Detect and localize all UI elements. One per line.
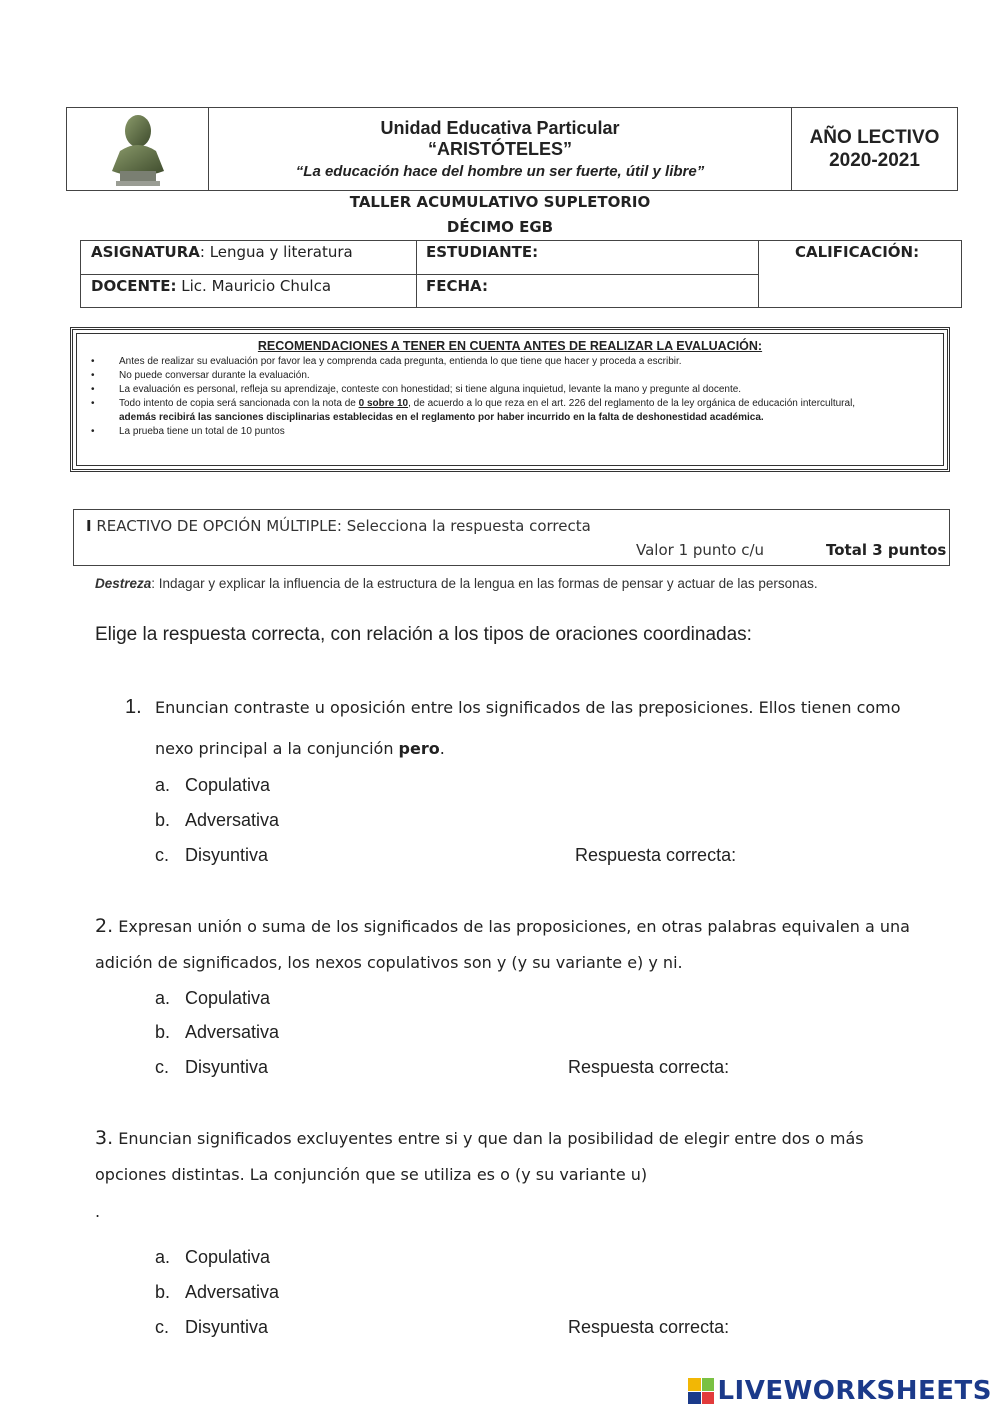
question-1-option-c[interactable]: c. Disyuntiva: [155, 845, 269, 865]
section-title: I REACTIVO DE OPCIÓN MÚLTIPLE: Selecciona la respuesta correcta: [86, 517, 591, 535]
fecha-field[interactable]: FECHA:: [426, 277, 488, 295]
recommendations-list: [87, 355, 933, 439]
liveworksheets-logo-icon: [688, 1378, 714, 1404]
docente-field: DOCENTE: Lic. Mauricio Chulca: [91, 277, 332, 295]
logo-cell: [67, 108, 209, 190]
question-2-line1: 2. Expresan unión o suma de los significados de las proposiciones, en otras palabras equivalen a una: [95, 915, 910, 937]
worksheet-grade: DÉCIMO EGB: [446, 218, 554, 236]
question-3-answer-field[interactable]: Respuesta correcta:: [568, 1317, 730, 1337]
instruction-text: Elige la respuesta correcta, con relación a los tipos de oraciones coordinadas:: [95, 624, 752, 645]
recommendation-item: • Antes de realizar su evaluación por favor lea y comprenda cada pregunta, entienda lo que tiene que hacer y proceda a escribir.: [87, 355, 933, 369]
question-2-line2: adición de significados, los nexos copulativos son y (y su variante e) y ni.: [95, 953, 683, 972]
destreza-line: Destreza: Indagar y explicar la influencia de la estructura de la lengua en las formas de pensar y actuar de las personas.: [95, 576, 818, 591]
question-3-option-b[interactable]: b. Adversativa: [155, 1282, 280, 1302]
year-cell: [792, 108, 957, 190]
section-total: Total 3 puntos: [826, 541, 947, 559]
asignatura-field: ASIGNATURA: Lengua y literatura: [91, 243, 353, 261]
section-value: Valor 1 punto c/u: [636, 541, 765, 559]
question-1-line2: nexo principal a la conjunción pero.: [155, 739, 445, 758]
question-1-line1: Enuncian contraste u oposición entre los significados de las preposiciones. Ellos tienen como: [155, 698, 901, 717]
student-info-table: [80, 240, 962, 308]
liveworksheets-watermark: [688, 1376, 992, 1406]
recommendations-title: RECOMENDACIONES A TENER EN CUENTA ANTES DE REALIZAR LA EVALUACIÓN:: [257, 339, 763, 353]
recommendation-item: • No puede conversar durante la evaluación.: [87, 369, 933, 383]
liveworksheets-text: LIVEWORKSHEETS: [717, 1376, 992, 1406]
question-3-line1: 3. Enuncian significados excluyentes entre si y que dan la posibilidad de elegir entre dos o más: [95, 1127, 864, 1149]
question-3-line3: .: [95, 1202, 101, 1221]
recommendation-item: • La prueba tiene un total de 10 puntos: [87, 425, 933, 439]
school-motto: “La educación hace del hombre un ser fuerte, útil y libre”: [295, 163, 705, 180]
question-1-answer-field[interactable]: Respuesta correcta:: [575, 845, 737, 865]
question-3-option-c[interactable]: c. Disyuntiva: [155, 1317, 269, 1337]
school-name-line1: Unidad Educativa Particular: [380, 118, 620, 138]
recommendation-item: • Todo intento de copia será sancionada con la nota de 0 sobre 10, de acuerdo a lo que reza en el art. 226 del reglamento de la ley orgánica de educación intercultural, además recibirá las sanciones disciplinarias establecidas en el reglamento por haber incurrido en la falta de deshonestidad académica.: [87, 397, 933, 425]
question-1-number: 1.: [125, 696, 142, 718]
question-2-option-c[interactable]: c. Disyuntiva: [155, 1057, 269, 1077]
question-1-option-a[interactable]: a. Copulativa: [155, 775, 271, 795]
question-3-line2: opciones distintas. La conjunción que se utiliza es o (y su variante u): [95, 1165, 648, 1184]
question-2-answer-field[interactable]: Respuesta correcta:: [568, 1057, 730, 1077]
header-table: [66, 107, 958, 191]
school-name-line2: “ARISTÓTELES”: [427, 139, 572, 159]
estudiante-field[interactable]: ESTUDIANTE:: [426, 243, 539, 261]
aristotle-bust-logo: [98, 109, 178, 189]
year-label: AÑO LECTIVO: [809, 127, 940, 148]
recommendation-item: • La evaluación es personal, refleja su aprendizaje, conteste con honestidad; si tiene alguna inquietud, levante la mano y pregunte al docente.: [87, 383, 933, 397]
school-cell: [209, 108, 792, 190]
calificacion-field: CALIFICACIÓN:: [795, 243, 920, 261]
year-value: 2020-2021: [829, 150, 920, 171]
worksheet-title: TALLER ACUMULATIVO SUPLETORIO: [349, 193, 651, 211]
question-1-option-b[interactable]: b. Adversativa: [155, 810, 280, 830]
section-header-box: [73, 509, 950, 566]
question-2-option-a[interactable]: a. Copulativa: [155, 988, 271, 1008]
question-2-option-b[interactable]: b. Adversativa: [155, 1022, 280, 1042]
recommendations-box: [70, 327, 950, 472]
question-3-option-a[interactable]: a. Copulativa: [155, 1247, 271, 1267]
